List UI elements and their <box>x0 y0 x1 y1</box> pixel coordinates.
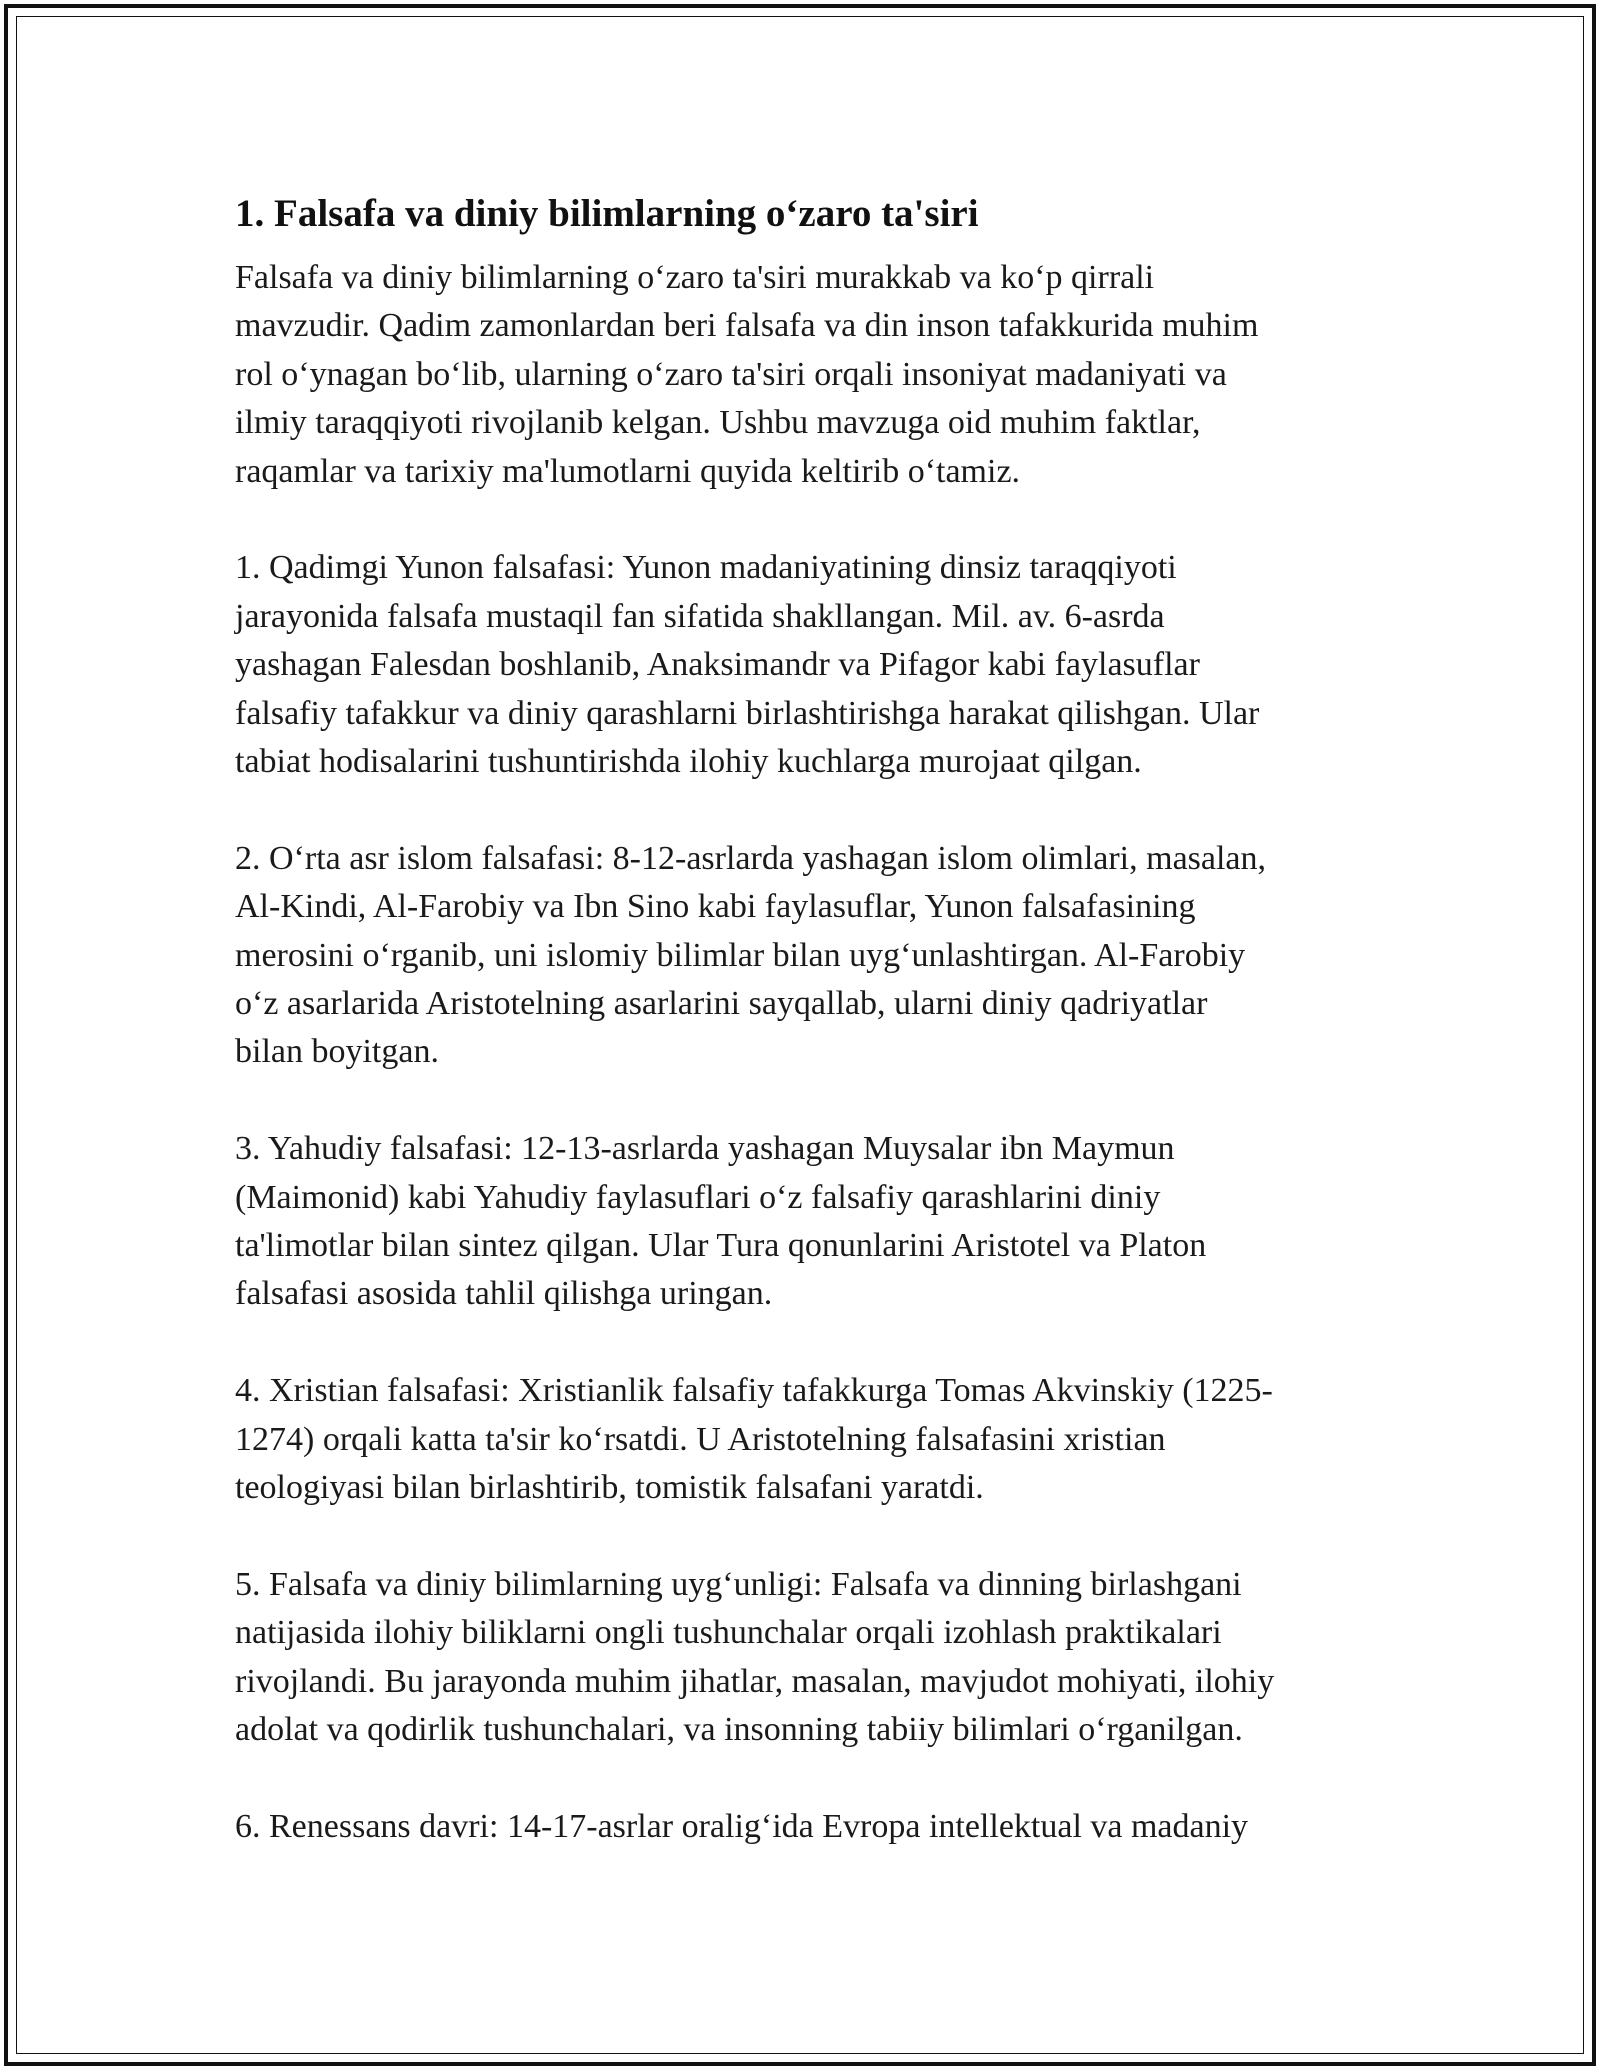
text-line: ilmiy taraqqiyoti rivojlanib kelgan. Ushbu mavzuga oid muhim faktlar, <box>235 404 1201 442</box>
document-title: 1. Falsafa va diniy bilimlarning o‘zaro ta'siri <box>235 192 979 235</box>
text-line: raqamlar va tarixiy ma'lumotlarni quyida keltirib o‘tamiz. <box>235 452 1021 490</box>
section-paragraph-islamic <box>235 835 1380 1077</box>
text-line: 6. Renessans davri: 14-17-asrlar oralig‘ida Evropa intellektual va madaniy <box>235 1807 1249 1845</box>
text-line: merosini o‘rganib, uni islomiy bilimlar bilan uyg‘unlashtirgan. Al-Farobiy <box>235 936 1246 974</box>
section-paragraph-greek <box>235 544 1380 786</box>
text-line: 4. Xristian falsafasi: Xristianlik falsafiy tafakkurga Tomas Akvinskiy (1225- <box>235 1372 1273 1410</box>
section-paragraph-renaissance <box>235 1803 1380 1851</box>
text-line: 1. Qadimgi Yunon falsafasi: Yunon madaniyatining dinsiz taraqqiyoti <box>235 549 1177 587</box>
text-line: adolat va qodirlik tushunchalari, va insonning tabiiy bilimlari o‘rganilgan. <box>235 1711 1243 1749</box>
intro-paragraph <box>235 254 1380 496</box>
text-line: Falsafa va diniy bilimlarning o‘zaro ta'siri murakkab va ko‘p qirrali <box>235 259 1155 296</box>
text-line: falsafiy tafakkur va diniy qarashlarni birlashtirishga harakat qilishgan. Ular <box>235 694 1260 732</box>
text-line: rivojlandi. Bu jarayonda muhim jihatlar, masalan, mavjudot mohiyati, ilohiy <box>235 1662 1275 1700</box>
text-line: o‘z asarlarida Aristotelning asarlarini sayqallab, ularni diniy qadriyatlar <box>235 985 1208 1023</box>
text-line: 3. Yahudiy falsafasi: 12-13-asrlarda yashagan Muysalar ibn Maymun <box>235 1130 1175 1168</box>
section-paragraph-harmony <box>235 1561 1380 1755</box>
text-line: yashagan Falesdan boshlanib, Anaksimandr va Pifagor kabi faylasuflar <box>235 646 1200 684</box>
text-line: 5. Falsafa va diniy bilimlarning uyg‘unligi: Falsafa va dinning birlashgani <box>235 1565 1242 1603</box>
document-body <box>235 188 1380 1900</box>
section-paragraph-jewish <box>235 1125 1380 1319</box>
text-line: 2. O‘rta asr islom falsafasi: 8-12-asrlarda yashagan islom olimlari, masalan, <box>235 839 1267 877</box>
text-line: teologiyasi bilan birlashtirib, tomistik falsafani yaratdi. <box>235 1469 984 1507</box>
text-line: bilan boyitgan. <box>235 1033 439 1071</box>
text-line: mavzudir. Qadim zamonlardan beri falsafa va din inson tafakkurida muhim <box>235 307 1259 345</box>
text-line: 1274) orqali katta ta'sir ko‘rsatdi. U Aristotelning falsafasini xristian <box>235 1420 1166 1458</box>
text-line: tabiat hodisalarini tushuntirishda ilohiy kuchlarga murojaat qilgan. <box>235 743 1142 781</box>
text-line: jarayonida falsafa mustaqil fan sifatida shakllangan. Mil. av. 6-asrda <box>235 597 1165 635</box>
text-line: Al-Kindi, Al-Farobiy va Ibn Sino kabi faylasuflar, Yunon falsafasining <box>235 888 1196 926</box>
text-line: rol o‘ynagan bo‘lib, ularning o‘zaro ta'siri orqali insoniyat madaniyati va <box>235 355 1227 393</box>
text-line: ta'limotlar bilan sintez qilgan. Ular Tura qonunlarini Aristotel va Platon <box>235 1227 1207 1265</box>
text-line: (Maimonid) kabi Yahudiy faylasuflari o‘z falsafiy qarashlarini diniy <box>235 1178 1161 1216</box>
section-paragraph-christian <box>235 1367 1380 1512</box>
text-line: falsafasi asosida tahlil qilishga uringan. <box>235 1275 773 1313</box>
text-line: natijasida ilohiy biliklarni ongli tushunchalar orqali izohlash praktikalari <box>235 1614 1222 1652</box>
